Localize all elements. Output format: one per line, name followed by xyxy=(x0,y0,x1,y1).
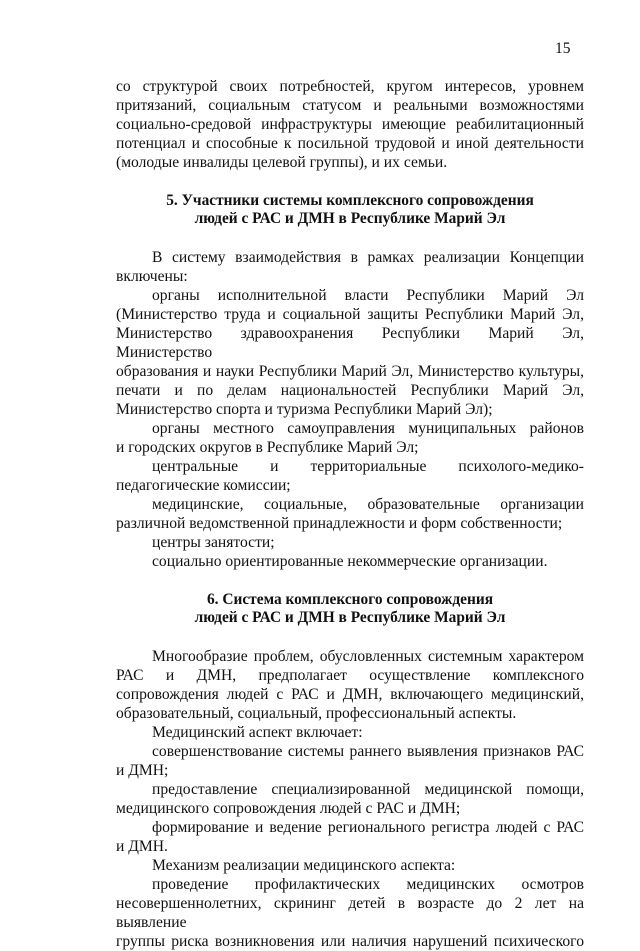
text-line: различной ведомственной принадлежности и форм собственности; xyxy=(116,515,563,532)
text-line: проведение профилактических медицинских осмотров xyxy=(152,876,584,893)
text-line: образовательный, социальный, профессиональный аспекты. xyxy=(116,705,517,722)
text-line: социально ориентированные некоммерческие организации. xyxy=(152,553,548,570)
text-line: и городских округов в Республике Марий Эл; xyxy=(116,439,419,456)
text-line: совершенствование системы раннего выявления признаков РАС xyxy=(152,743,584,760)
document-body xyxy=(116,77,584,951)
page-number: 15 xyxy=(555,40,571,57)
text-line: органы исполнительной власти Республики Марий Эл xyxy=(152,287,584,304)
text-line: педагогические комиссии; xyxy=(116,477,291,494)
text-line: печати и по делам национальностей Республики Марий Эл, xyxy=(116,382,584,399)
section-6-title-line-2: людей с РАС и ДМН в Республике Марий Эл xyxy=(194,609,506,626)
text-line: потенциал и способные к посильной трудовой и иной деятельности xyxy=(116,135,584,152)
section-6-title-line-1: 6. Система комплексного сопровождения xyxy=(206,591,494,608)
text-line: сопровождения людей с РАС и ДМН, включающего медицинский, xyxy=(116,686,584,703)
text-line: притязаний, социальным статусом и реальными возможностями xyxy=(116,97,584,114)
text-line: формирование и ведение регионального регистра людей с РАС xyxy=(152,819,584,836)
text-line: центральные и территориальные психолого-медико- xyxy=(152,458,584,475)
section-6-body xyxy=(116,647,584,951)
text-line: центры занятости; xyxy=(152,534,275,551)
text-line: Многообразие проблем, обусловленных системным характером xyxy=(152,648,584,665)
text-line: социально-средовой инфраструктуры имеющие реабилитационный xyxy=(116,116,584,133)
text-line: медицинского сопровождения людей с РАС и ДМН; xyxy=(116,800,461,817)
text-line: включены: xyxy=(116,268,188,285)
section-5-title-line-2: людей с РАС и ДМН в Республике Марий Эл xyxy=(194,210,506,227)
text-line: Медицинский аспект включает: xyxy=(152,724,363,741)
text-line: В систему взаимодействия в рамках реализации Концепции xyxy=(152,249,584,266)
text-line: и ДМН. xyxy=(116,838,168,855)
text-line: предоставление специализированной медицинской помощи, xyxy=(152,781,584,798)
text-line: со структурой своих потребностей, кругом интересов, уровнем xyxy=(116,78,584,95)
text-line: (Министерство труда и социальной защиты Республики Марий Эл, xyxy=(116,306,584,323)
text-line: несовершеннолетних, скрининг детей в возрасте до 2 лет на выявление xyxy=(116,895,584,931)
text-line: образования и науки Республики Марий Эл, Министерство культуры, xyxy=(116,363,584,380)
text-line: и ДМН; xyxy=(116,762,169,779)
section-5-title-line-1: 5. Участники системы комплексного сопровождения xyxy=(166,192,534,209)
section-5-body xyxy=(116,248,584,571)
text-line: Механизм реализации медицинского аспекта: xyxy=(152,857,456,874)
text-line: Министерство здравоохранения Республики Марий Эл, Министерство xyxy=(116,325,584,361)
text-line: группы риска возникновения или наличия нарушений психического xyxy=(116,933,584,950)
text-line: органы местного самоуправления муниципальных районов xyxy=(152,420,584,437)
text-line: (молодые инвалиды целевой группы), и их семьи. xyxy=(116,154,448,171)
text-line: медицинские, социальные, образовательные организации xyxy=(152,496,584,513)
intro-paragraph xyxy=(116,77,584,172)
text-line: Министерство спорта и туризма Республики Марий Эл); xyxy=(116,401,493,418)
text-line: РАС и ДМН, предполагает осуществление комплексного xyxy=(116,667,584,684)
